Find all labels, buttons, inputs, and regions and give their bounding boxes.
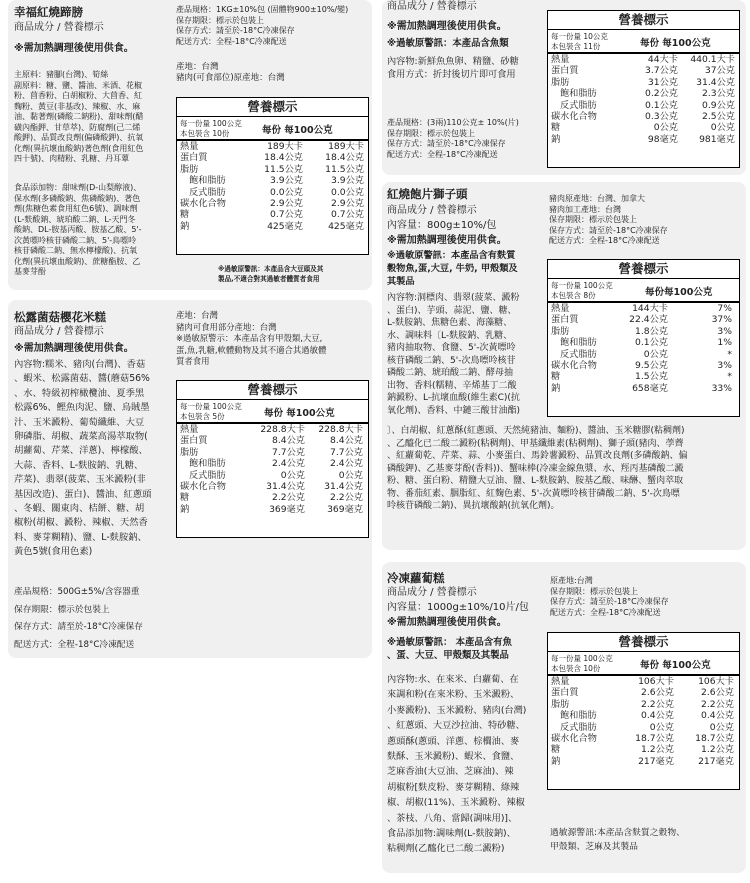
- per-100g-value: 7.7公克: [330, 446, 363, 458]
- nutrient-label: 熱量: [551, 303, 570, 314]
- per-serving-value: 2.2公克: [272, 492, 305, 504]
- nutrient-label: 飽和脂肪: [189, 458, 226, 470]
- net-weight: 內容量：800g±10%/包: [387, 220, 497, 231]
- nutrient-label: 鈉: [180, 220, 190, 232]
- column-header: 每份 每100公克: [640, 38, 711, 49]
- origin-info: 產地：台灣 豬肉可食用部分產地：台灣 ※過敏原警示：本產品含有甲殼類,大豆, 蛋,魚,乳糖,軟體動物及其不適合其過敏體 質者食用: [176, 310, 327, 367]
- nutrition-row: [548, 88, 739, 99]
- nutrient-label: 鈉: [180, 503, 190, 515]
- nutrient-label: 飽和脂肪: [560, 337, 597, 349]
- nutrition-table: [547, 259, 740, 417]
- nutrient-label: 碳水化合物: [551, 110, 597, 122]
- product-card-lion-head-meatball: [382, 182, 746, 550]
- nutrient-label: 反式脂肪: [189, 469, 226, 481]
- nutrition-row: [177, 458, 368, 469]
- per-100g-value: 2.2公克: [330, 492, 363, 504]
- nutrition-table: [176, 380, 369, 538]
- per-serving-value: 44大卡: [647, 54, 678, 65]
- nutrition-row: [177, 504, 368, 515]
- nutrient-label: 鈉: [551, 755, 561, 767]
- per-100g-value: 31.4公克: [324, 480, 363, 492]
- per-100g-value: 11.5公克: [325, 163, 364, 175]
- nutrient-label: 飽和脂肪: [189, 175, 226, 187]
- per-serving-value: 1.8公克: [635, 325, 668, 337]
- nutrient-label: 鈉: [551, 382, 561, 394]
- nutrition-row: [177, 198, 368, 209]
- per-100g-value: 0.0公克: [331, 186, 364, 198]
- column-header: 每份 每100公克: [264, 408, 335, 419]
- per-100g-value: 0.4公克: [701, 710, 734, 722]
- per-serving-value: 22.4公克: [629, 314, 668, 326]
- nutrient-label: 碳水化合物: [551, 732, 597, 744]
- nutrition-row: [548, 303, 739, 314]
- per-100g-value: 228.8大卡: [318, 424, 363, 435]
- nutrient-label: 糖: [180, 209, 190, 221]
- nutrient-label: 蛋白質: [180, 435, 208, 447]
- ingredients-continued: 〕、白胡椒、紅蔥酥(紅蔥頭、天然純豬油、麵粉)、醬油、玉米糖膠(粘稠劑) 、乙醯化已二酸二澱粉(粘稠劑)、甲基纖維素(粘稠劑)、獅子頭(豬肉、荸薺 、紅蘿蔔乾、芹菜、蒜、小麥蛋白、馬鈴薯澱粉、品質改良劑(多磷酸鈉、偏 磷酸鉀)、乙基麥芽酚(香料))、蟹味棒(冷凍金線魚漿、水、羥丙基磷酸二澱 粉、糖、蛋白粉、精鹽大豆油、鹽、L-麩胺鈉、胺基乙酸、味醂、蟹肉萃取 物、番茄紅素、胭脂紅、紅麴色素、5'-次黃嘌呤核苷磷酸二鈉、5'-次鳥嘌 呤核苷磷酸二鈉)、異抗壞酸鈉(抗氧化劑)。: [387, 426, 688, 511]
- nutrition-row: [177, 164, 368, 175]
- per-serving-value: 217毫克: [638, 755, 674, 767]
- per-100g-value: 369毫克: [327, 503, 363, 515]
- nutrition-row: [548, 676, 739, 687]
- per-serving-value: 425毫克: [267, 220, 303, 232]
- per-serving-value: 3.7公克: [645, 65, 678, 77]
- ingredients: 內容物:洞標肉、翡翠(菠菜、澱粉 、蛋白)、芋頭、蒜泥、鹽、糖、 L-麩胺鈉、焦糖色素、海藻糖、 水、調味料〔L-麩胺鈉、乳糖、 豬肉抽取物、食鹽、5'-次黃嘌呤 核苷磷酸二鈉、5'-次鳥嘌呤核苷 磷酸二鈉、琥珀酸二鈉、酵母抽 出物、香料(糯精、辛烯基丁二酸 鈉澱粉、L-抗壞血酸(維生素C)(抗 氧化劑)、香料、中鏈三酸甘油酯): [387, 293, 521, 416]
- nutrient-label: 脂肪: [551, 76, 570, 88]
- per-serving-value: 2.6公克: [641, 687, 674, 699]
- nutrition-row: [548, 65, 739, 76]
- per-serving-value: 1.5公克: [635, 371, 668, 383]
- ingredients: 主原料：豬腳(台灣)、筍絲 副原料：糖、鹽、醬油、米酒、花椒 粉、茴香粉、白胡椒粉、大茴香、紅 麴粉、黃豆(非基改)、辣椒、水、麻 油、黏著劑(磷酸二鈉粉)、甜味劑(醋 磺內酯鉀、甘草萃)、防腐劑(己二烯 酸鉀)、品質改良劑(偏磷酸鉀)、抗氧 化劑(異抗壞血酸鈉)著色劑(食用紅色 四十號)、肉精粉、乳糖、丹耳蕈: [14, 70, 144, 163]
- allergen-warning: ※過敏原警訊：本產品含魚類: [387, 38, 509, 49]
- ingredients: 內容物:新鮮魚魚卵、精鹽、砂糖 食用方式：折封後切片即可食用: [387, 56, 519, 81]
- per-serving-value: 0公克: [653, 122, 678, 134]
- per-100g-value: 3%: [717, 359, 732, 371]
- heating-warning: ※需加熱調理後使用供食。: [387, 235, 507, 246]
- serving-size: 每一份量 100公克: [180, 402, 242, 411]
- per-serving-value: 18.4公克: [264, 152, 303, 164]
- per-serving-value: 0.1公克: [635, 337, 668, 349]
- per-100g-value: 0公克: [338, 469, 363, 481]
- product-title: 紅燒飽片獅子頭: [387, 187, 468, 201]
- per-serving-value: 189大卡: [267, 141, 303, 152]
- nutrition-row: [548, 100, 739, 111]
- per-serving-value: 3.9公克: [270, 175, 303, 187]
- nutrient-label: 熱量: [551, 676, 570, 687]
- servings-per-pack: 本包裝含 10份: [180, 129, 230, 138]
- nutrition-table: [176, 97, 369, 255]
- nutrition-title: 營養標示: [177, 98, 368, 117]
- serving-size: 每一份量 100公克: [180, 119, 242, 128]
- nutrient-label: 熱量: [180, 141, 199, 152]
- product-title: 冷凍蘿蔔糕: [387, 571, 445, 585]
- per-100g-value: 440.1大卡: [690, 54, 735, 65]
- nutrient-label: 蛋白質: [180, 152, 208, 164]
- per-serving-value: 0公克: [649, 721, 674, 733]
- per-100g-value: 2.2公克: [701, 698, 734, 710]
- nutrition-row: [177, 141, 368, 152]
- nutrition-row: [177, 435, 368, 446]
- per-100g-value: 2.4公克: [330, 458, 363, 470]
- nutrition-row: [548, 383, 739, 394]
- nutrient-label: 熱量: [551, 54, 570, 65]
- allergen-warning: ※過敏原警訊：本產品含大豆頭及其 製品,不適合對其過敏者體質者食用: [218, 265, 324, 283]
- serving-size: 每一份量 100公克: [551, 654, 613, 663]
- nutrient-label: 糖: [551, 122, 561, 134]
- ingredients: 內容物:水、在來米、白蘿蔔、在 來調和粉(在來米粉、玉米澱粉、 小麥澱粉)、玉米澱粉、豬肉(台灣) 、紅蔥頭、大豆沙拉油、特砂糖、 蔥頭酥(蔥頭、洋蔥、棕櫚油、麥 麩酥、玉米澱粉)、蝦米、食鹽、 芝麻香油(大豆油、芝麻油)、辣 胡椒粉[麩皮粉、麥芽糊精、綠辣 椒、胡椒(11%)、玉米澱粉、辣椒 、茶枝、八角、當歸(調味用)]、 食品添加物:調味劑(L-麩胺鈉)、 粘稠劑(乙醯化已二酸二澱粉): [387, 674, 527, 855]
- per-serving-value: 98毫克: [647, 133, 678, 145]
- per-serving-value: 0.3公克: [645, 110, 678, 122]
- nutrition-row: [548, 744, 739, 755]
- product-spec: 產品規格：(3兩)110公克± 10%(片) 保存期限：標示於包裝上 保存方式：請至於-18°C冷凍保存 配送方式：全程-18°C冷凍配送: [387, 118, 519, 159]
- nutrition-row: [548, 371, 739, 382]
- origin-info: 產地：台灣 豬肉(可食部位)原產地：台灣: [176, 62, 285, 84]
- per-100g-value: 1.2公克: [701, 744, 734, 756]
- per-100g-value: 2.3公克: [702, 88, 735, 100]
- nutrition-row: [548, 326, 739, 337]
- nutrient-label: 糖: [551, 371, 561, 383]
- per-100g-value: 18.7公克: [695, 732, 734, 744]
- per-serving-value: 0.4公克: [641, 710, 674, 722]
- nutrient-label: 碳水化合物: [180, 197, 226, 209]
- nutrition-title: 營養標示: [548, 11, 739, 30]
- per-100g-value: 0公克: [709, 721, 734, 733]
- product-subtitle: 商品成分 / 營養標示: [387, 205, 477, 216]
- servings-per-pack: 本包裝含 5份: [180, 412, 225, 421]
- nutrition-table: [547, 632, 740, 790]
- product-card-braised-pork-knuckle: [8, 0, 372, 290]
- per-serving-value: 2.2公克: [641, 698, 674, 710]
- nutrition-row: [177, 152, 368, 163]
- nutrient-label: 碳水化合物: [180, 480, 226, 492]
- nutrition-table: [547, 10, 740, 168]
- per-100g-value: 0公克: [710, 122, 735, 134]
- per-serving-value: 0公克: [643, 348, 668, 360]
- nutrient-label: 糖: [180, 492, 190, 504]
- servings-per-pack: 本包裝含 8份: [551, 291, 596, 300]
- per-100g-value: 0.9公克: [702, 99, 735, 111]
- servings-per-pack: 本包裝含 11份: [551, 42, 601, 51]
- per-100g-value: 2.9公克: [331, 197, 364, 209]
- nutrient-label: 蛋白質: [551, 65, 579, 77]
- product-subtitle: 商品成分 / 營養標示: [387, 587, 477, 598]
- per-serving-value: 0公克: [280, 469, 305, 481]
- nutrition-row: [548, 349, 739, 360]
- product-title: 幸福紅燒蹄膀: [14, 5, 83, 19]
- per-100g-value: 2.6公克: [701, 687, 734, 699]
- per-100g-value: 31.4公克: [696, 76, 735, 88]
- per-serving-value: 228.8大卡: [260, 424, 305, 435]
- per-serving-value: 658毫克: [632, 382, 668, 394]
- per-100g-value: 7%: [717, 303, 732, 314]
- heating-warning: ※需加熱調理後使用供食。: [14, 343, 134, 354]
- column-header: 每份每100公克: [645, 287, 713, 298]
- product-subtitle: 商品成分 / 營養標示: [14, 22, 104, 33]
- nutrition-row: [177, 209, 368, 220]
- per-100g-value: 2.5公克: [702, 110, 735, 122]
- per-serving-value: 8.4公克: [272, 435, 305, 447]
- nutrition-row: [548, 722, 739, 733]
- allergen-warning: ※過敏原警訊： 本產品含有魚 、蛋、大豆、甲殼類及其製品: [387, 637, 512, 661]
- nutrient-label: 糖: [551, 744, 561, 756]
- nutrient-label: 反式脂肪: [189, 186, 226, 198]
- per-100g-value: 18.4公克: [325, 152, 364, 164]
- heating-warning: ※需加熱調理後使用供食。: [387, 21, 507, 32]
- nutrient-label: 蛋白質: [551, 687, 579, 699]
- column-header: 每份 每100公克: [262, 125, 333, 136]
- per-100g-value: 37%: [711, 314, 732, 326]
- nutrition-row: [548, 314, 739, 325]
- per-100g-value: 8.4公克: [330, 435, 363, 447]
- nutrient-label: 脂肪: [551, 325, 570, 337]
- per-100g-value: *: [727, 348, 732, 360]
- per-100g-value: 217毫克: [698, 755, 734, 767]
- per-100g-value: 3%: [717, 325, 732, 337]
- nutrient-label: 碳水化合物: [551, 359, 597, 371]
- nutrition-row: [548, 111, 739, 122]
- nutrition-row: [177, 492, 368, 503]
- per-100g-value: *: [727, 371, 732, 383]
- net-weight: 內容量：1000g±10%/10片/包: [387, 602, 529, 613]
- nutrition-row: [548, 54, 739, 65]
- column-header: 每份 每100公克: [640, 660, 711, 671]
- nutrition-row: [177, 187, 368, 198]
- nutrition-row: [548, 699, 739, 710]
- allergen-note: 過敏源警訊:本產品含麩質之穀物、 甲殼類、芝麻及其製品: [550, 828, 685, 852]
- product-subtitle: 商品成分 / 營養標示: [387, 1, 477, 12]
- per-serving-value: 9.5公克: [635, 359, 668, 371]
- origin-info: 原產地:台灣 保存期限：標示於包裝上 保存方式：請至於-18°C冷凍保存 配送方式：全程-18°C冷凍配送: [550, 576, 669, 617]
- per-100g-value: 189大卡: [328, 141, 364, 152]
- nutrition-row: [548, 687, 739, 698]
- product-card-turnip-cake: [382, 562, 746, 873]
- nutrition-row: [548, 134, 739, 145]
- nutrition-title: 營養標示: [548, 260, 739, 279]
- nutrition-row: [548, 756, 739, 767]
- nutrient-label: 飽和脂肪: [560, 88, 597, 100]
- per-serving-value: 144大卡: [632, 303, 668, 314]
- per-serving-value: 7.7公克: [272, 446, 305, 458]
- per-serving-value: 2.4公克: [272, 458, 305, 470]
- per-serving-value: 31公克: [647, 76, 678, 88]
- serving-size: 每一份量 100公克: [551, 281, 613, 290]
- product-subtitle: 商品成分 / 營養標示: [14, 326, 104, 337]
- per-serving-value: 11.5公克: [264, 163, 303, 175]
- per-100g-value: 37公克: [704, 65, 735, 77]
- nutrient-label: 脂肪: [180, 163, 199, 175]
- per-serving-value: 0.2公克: [645, 88, 678, 100]
- origin-info: 豬肉原產地：台灣、加拿大 豬肉加工產地：台灣 保存期限：標示於包裝上 保存方式：請至於-18°C冷凍保存 配送方式：全程-18°C冷凍配送: [549, 194, 668, 245]
- nutrition-row: [177, 221, 368, 232]
- per-serving-value: 106大卡: [638, 676, 674, 687]
- per-100g-value: 106大卡: [698, 676, 734, 687]
- per-serving-value: 0.0公克: [270, 186, 303, 198]
- per-100g-value: 981毫克: [699, 133, 735, 145]
- nutrient-label: 鈉: [551, 133, 561, 145]
- per-serving-value: 18.7公克: [635, 732, 674, 744]
- product-card-truffle-rice-cake: [8, 300, 372, 658]
- nutrition-row: [548, 122, 739, 133]
- per-serving-value: 31.4公克: [266, 480, 305, 492]
- food-additives: 食品添加物：甜味劑(D-山梨醇液)、 保水劑(多磷酸鈉、焦磷酸鈉)、著色 劑(焦糖色素食用紅色6號)、調味劑 (L-麩酸鈉、琥珀酸二鈉、L-天門冬 酸鈉、DL-胺基丙酸、胺基乙酸、5'- 次黃嘌呤核苷磷酸二鈉、5'-鳥嘌呤 核苷磷酸二鈉、無水檸檬酸)、抗氧 化劑(異抗壞血酸鈉)、蔗糖酯胺、乙 基麥芽酚: [14, 183, 142, 276]
- serving-size: 每一份量 10公克: [551, 32, 608, 41]
- nutrient-label: 反式脂肪: [560, 721, 597, 733]
- nutrition-row: [548, 77, 739, 88]
- nutrient-label: 熱量: [180, 424, 199, 435]
- product-title: 松露菌菇櫻花米糕: [14, 310, 106, 324]
- nutrition-title: 營養標示: [177, 381, 368, 400]
- nutrient-label: 蛋白質: [551, 314, 579, 326]
- nutrient-label: 脂肪: [180, 446, 199, 458]
- nutrition-row: [177, 447, 368, 458]
- product-spec: 產品規格：500G±5%/含容器重 保存期限：標示於包裝上 保存方式：請至於-18°C冷凍保存 配送方式：全程-18°C冷凍配送: [14, 587, 143, 650]
- nutrition-row: [177, 424, 368, 435]
- nutrition-title: 營養標示: [548, 633, 739, 652]
- heating-warning: ※需加熱調理後使用供食。: [14, 43, 134, 54]
- per-serving-value: 0.1公克: [645, 99, 678, 111]
- nutrient-label: 飽和脂肪: [560, 710, 597, 722]
- product-card-fish-roe: [382, 0, 746, 175]
- allergen-warning: ※過敏原警訊：本產品含有麩質 穀物魚,蛋,大豆, 牛奶, 甲殼類及 其製品: [387, 250, 518, 287]
- ingredients: 內容物:糯米、豬肉(台灣)、香菇 、蝦米、松露菌菇、醬(蘑菇56% 、水、特級初榨橄欖油、夏季黑 松露6%、鰹魚肉泥、鹽、烏賊墨 汁、玉米澱粉、葡萄纖維、大豆 卵磷脂、胡椒、蔬菜高湯萃取物( 胡蘿蔔、芹菜、洋蔥)、檸檬酸、 大蒜、香料、L-麩胺鈉、乳糖、 芹菜)、翡翠(菠菜、玉米澱粉(非 基因改造)、蛋白)、醬油、紅蔥頭 、冬蝦、關東肉、桔餅、糖、胡 椒粉(胡椒、澱粉、辣椒、天然香 料、麥芽糊精)、鹽、L-麩胺鈉、 黃色5號(食用色素): [14, 359, 152, 558]
- per-100g-value: 3.9公克: [331, 175, 364, 187]
- nutrition-row: [548, 710, 739, 721]
- product-spec: 產品規格：1KG±10%包 (固體物900±10%/變) 保存期限：標示於包裝上 保存方式：請至於-18°C冷凍保存 配送方式：全程-18°C冷凍配送: [176, 5, 349, 46]
- per-serving-value: 1.2公克: [641, 744, 674, 756]
- per-100g-value: 1%: [717, 337, 732, 349]
- per-100g-value: 0.7公克: [331, 209, 364, 221]
- nutrition-row: [177, 481, 368, 492]
- per-100g-value: 425毫克: [328, 220, 364, 232]
- heating-warning: ※需加熱調理後使用供食。: [387, 617, 507, 628]
- nutrient-label: 脂肪: [551, 698, 570, 710]
- nutrient-label: 反式脂肪: [560, 348, 597, 360]
- per-serving-value: 369毫克: [269, 503, 305, 515]
- per-serving-value: 0.7公克: [270, 209, 303, 221]
- nutrition-row: [177, 175, 368, 186]
- per-100g-value: 33%: [711, 382, 732, 394]
- nutrition-row: [548, 733, 739, 744]
- nutrition-row: [548, 337, 739, 348]
- nutrition-row: [177, 470, 368, 481]
- per-serving-value: 2.9公克: [270, 197, 303, 209]
- servings-per-pack: 本包裝含 10份: [551, 664, 601, 673]
- nutrient-label: 反式脂肪: [560, 99, 597, 111]
- nutrition-row: [548, 360, 739, 371]
